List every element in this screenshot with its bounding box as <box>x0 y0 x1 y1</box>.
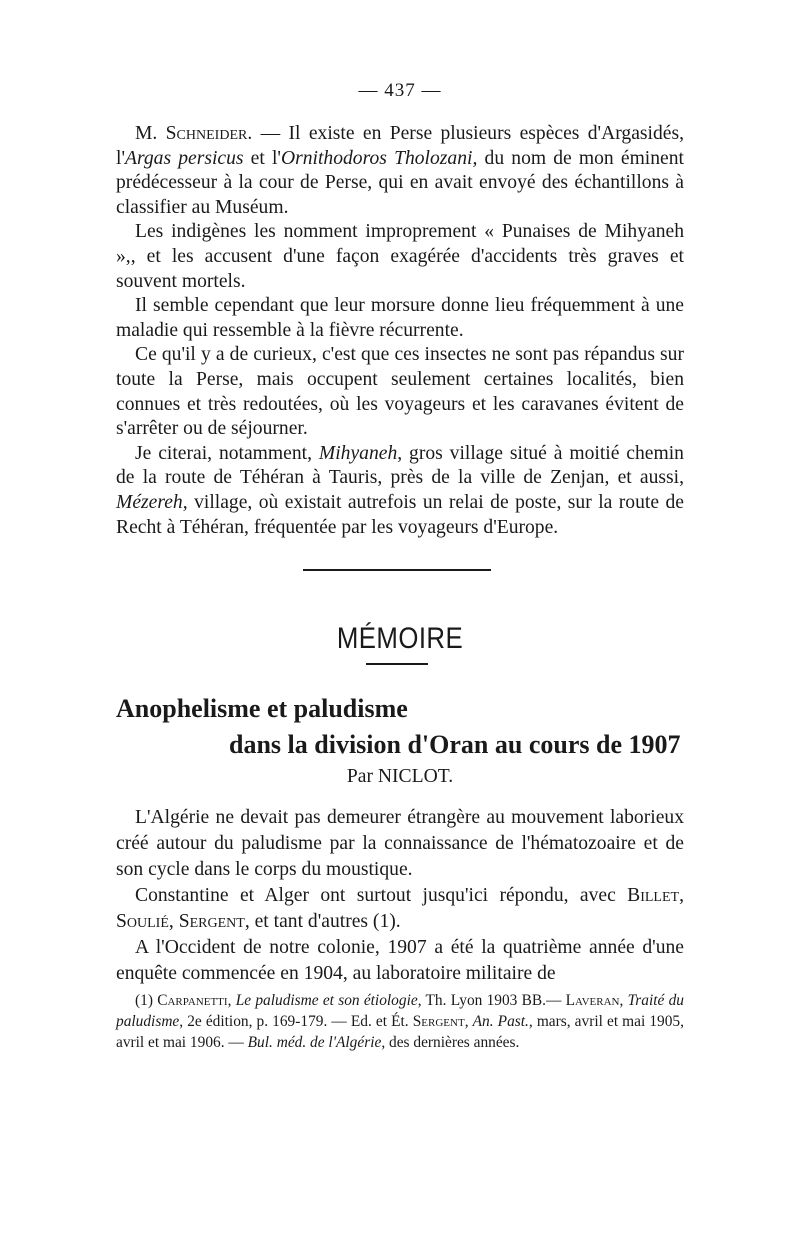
work-title: Bul. méd. de l'Algérie <box>247 1034 382 1051</box>
document-page <box>116 0 684 1253</box>
footnote-marker: (1) <box>135 992 158 1009</box>
text-run: Je citerai, notamment, <box>135 442 319 464</box>
text-run: , <box>168 911 179 932</box>
paragraph-1 <box>116 122 684 220</box>
species-name: Ornithodoros Tholozani, <box>280 147 478 169</box>
article-title-line-2: dans la division d'Oran au cours de 1907 <box>229 730 681 759</box>
species-name: Argas persicus <box>124 147 244 169</box>
section-divider <box>303 569 491 571</box>
memoire-heading: MÉMOIRE <box>336 622 464 655</box>
page-number: — 437 — <box>358 80 442 101</box>
text-run: , <box>619 992 628 1009</box>
article-title-line-1: Anophelisme et paludisme <box>116 694 408 723</box>
article-paragraph-3: A l'Occident de notre colonie, 1907 a été la quatrième année d'une enquête commencée en 1904, au laboratoire militaire de <box>116 937 684 984</box>
article-paragraph-1: L'Algérie ne devait pas demeurer étrangère au mouvement laborieux créé autour du paludisme par la connaissance de l'hématozoaire et de son cycle dans le corps du moustique. <box>116 807 684 880</box>
text-run: , des dernières années. <box>381 1034 520 1051</box>
author-name: Carpanetti <box>157 992 228 1009</box>
author-name: Laveran <box>565 992 620 1009</box>
paragraph-4: Ce qu'il y a de curieux, c'est que ces insectes ne sont pas répandus sur toute la Perse, mais occupent seulement certaines localités, bien connues et très redoutées, où les voyageurs et les caravanes évitent de s'arrêter ou de séjourner. <box>116 344 684 440</box>
text-run: village, où existait autrefois un relai de poste, sur la route de Recht à Téhéran, fréquentée par les voyageurs d'Europe. <box>116 491 684 538</box>
text-run: — Il existe en Perse plusieurs espèces d'Argasidés, l' <box>116 123 684 169</box>
footnotes <box>116 990 684 1053</box>
text-run: , <box>227 992 236 1009</box>
article-body <box>116 805 684 987</box>
text-run: , 2e édition, p. 169-179. — Ed. et Ét. <box>179 1013 413 1030</box>
work-title: An. Past. <box>472 1013 529 1030</box>
text-run: , <box>464 1013 473 1030</box>
author-name: Soulié <box>116 911 169 932</box>
article-byline: Par NICLOT. <box>346 766 454 787</box>
author-name: Sergent <box>412 1013 465 1030</box>
author-name: Billet <box>627 885 680 906</box>
work-title: Le paludisme et son étiologie <box>235 992 418 1009</box>
footnote-1 <box>116 990 684 1053</box>
paragraph-2: Les indigènes les nomment improprement « Punaises de Mihyaneh »,, et les accusent d'une façon exagérée d'accidents très graves et souvent mortels. <box>116 221 684 292</box>
article-paragraph-2 <box>116 883 684 935</box>
text-run: du nom de mon éminent prédécesseur à la cour de Perse, qui en avait envoyé des échantillons à classifier au Muséum. <box>116 147 684 218</box>
paragraph-3: Il semble cependant que leur morsure donne lieu fréquemment à une maladie qui ressemble à la fièvre récurrente. <box>116 295 684 341</box>
author-name: Sergent <box>178 911 245 932</box>
text-run: , <box>679 885 684 906</box>
text-run: , et tant d'autres (1). <box>244 911 401 932</box>
text-run: , mars, avril et mai 1905, avril et mai 1906. — <box>116 1013 684 1051</box>
place-name: Mihyaneh, <box>318 442 403 464</box>
text-run: gros village situé à moitié chemin de la route de Téhéran à Tauris, près de la ville de Zenjan, et aussi, <box>116 442 684 489</box>
place-name: Mézereh, <box>116 491 188 513</box>
author-name: M. Schneider. <box>135 123 253 144</box>
work-title: Traité du paludisme <box>116 992 684 1030</box>
paragraph-5 <box>116 442 684 540</box>
text-run: et l' <box>243 147 281 169</box>
section-schneider <box>116 122 684 540</box>
text-run: Constantine et Alger ont surtout jusqu'ici répondu, avec <box>135 885 628 906</box>
heading-underline <box>366 663 428 665</box>
text-run: , Th. Lyon 1903 BB.— <box>417 992 566 1009</box>
